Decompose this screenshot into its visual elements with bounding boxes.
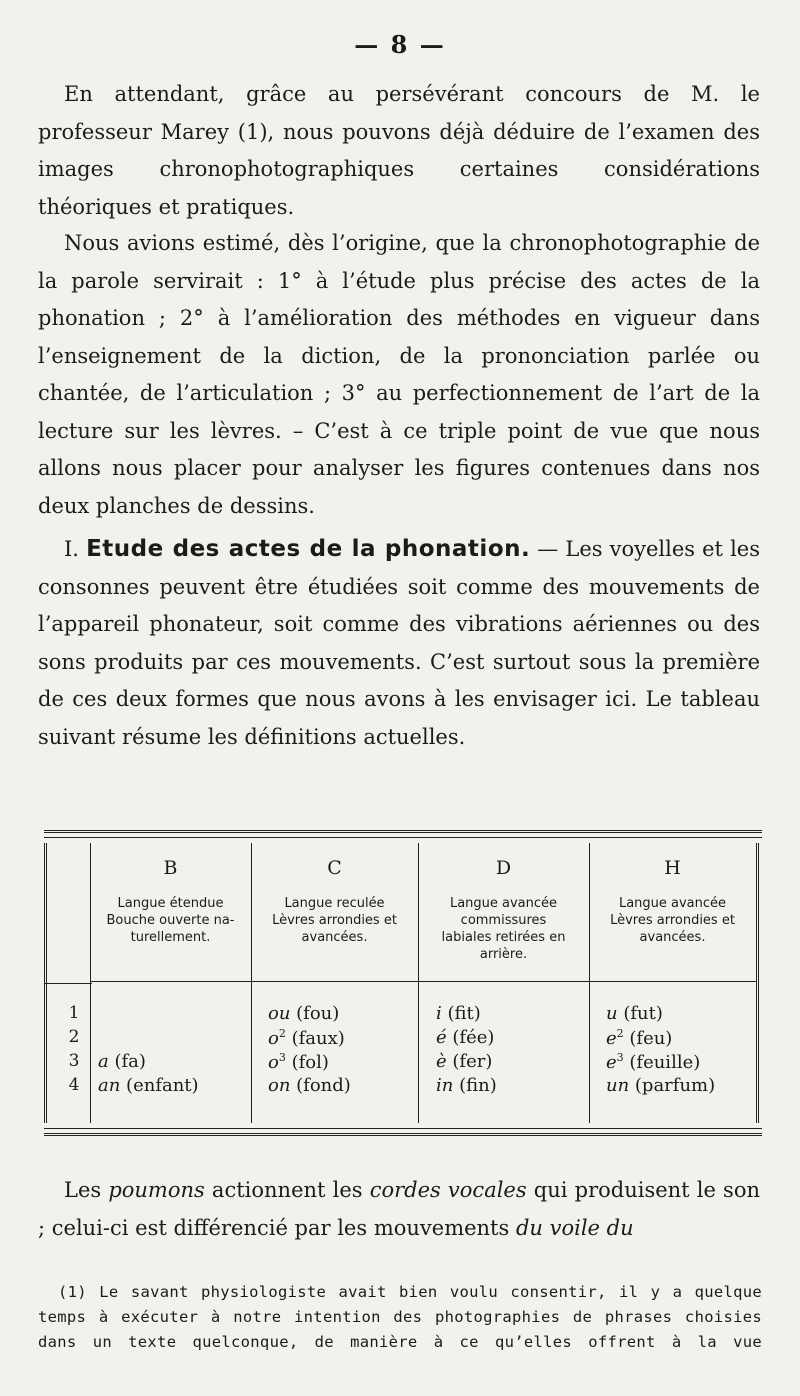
table-divider <box>251 843 252 1123</box>
table-divider <box>418 843 419 1123</box>
footnote-line: dans un texte quelconque, de manière à ce qu’elles offrent à la vue <box>38 1333 762 1351</box>
table-cell <box>436 1003 481 1024</box>
table-cell <box>606 1075 715 1096</box>
text-run-italic: cordes vocales <box>369 1178 527 1202</box>
example-word: (fol) <box>285 1052 329 1073</box>
table-cell <box>606 1051 700 1073</box>
table-divider <box>589 843 590 1123</box>
table-cell <box>98 1051 146 1072</box>
superscript: 3 <box>278 1051 286 1064</box>
vowel: e <box>606 1028 617 1049</box>
vowel: in <box>436 1075 454 1096</box>
table-cell <box>606 1003 663 1024</box>
table-cell <box>436 1027 494 1048</box>
table-cell <box>436 1075 497 1096</box>
vowel: e <box>606 1052 617 1073</box>
desc-line: arrière. <box>479 947 528 962</box>
paragraph-2 <box>38 225 760 525</box>
desc-line: Langue avancée <box>618 896 727 911</box>
example-word: (fut) <box>617 1003 663 1024</box>
desc-line: Bouche ouverte na- <box>106 913 235 928</box>
table-cell <box>268 1075 351 1096</box>
column-header-b: B <box>163 857 178 879</box>
desc-line: commissures <box>460 913 547 928</box>
vowel: è <box>436 1051 447 1072</box>
example-word: (enfant) <box>120 1075 199 1096</box>
section-title: Etude des actes de la phonation. <box>86 536 531 562</box>
vowel: u <box>606 1003 618 1024</box>
example-word: (feuille) <box>623 1052 701 1073</box>
column-desc-d <box>418 895 589 963</box>
superscript: 3 <box>616 1051 624 1064</box>
paragraph-4-text <box>38 1172 760 1247</box>
example-word: (fit) <box>441 1003 481 1024</box>
section-paragraph <box>38 531 760 756</box>
paragraph-4 <box>38 1172 760 1247</box>
example-word: (fa) <box>108 1051 146 1072</box>
footnote-line: temps à exécuter à notre intention des photographies de phrases choisies <box>38 1308 762 1326</box>
example-word: (fin) <box>453 1075 497 1096</box>
table-cell <box>98 1075 199 1096</box>
column-header-c: C <box>327 857 342 879</box>
desc-line: Lèvres arrondies et <box>610 913 735 928</box>
vowel: on <box>268 1075 291 1096</box>
row-number: 4 <box>68 1075 80 1095</box>
column-header-h: H <box>664 857 681 879</box>
table-border-right <box>756 843 759 1123</box>
row-number: 3 <box>68 1051 80 1071</box>
desc-line: Langue avancée <box>449 896 558 911</box>
desc-line: avancées. <box>639 930 706 945</box>
desc-line: turellement. <box>130 930 211 945</box>
footnote-line: (1) Le savant physiologiste avait bien voulu consentir, il y a quelque <box>58 1283 762 1301</box>
table-cell <box>268 1051 329 1073</box>
desc-line: labiales retirées en <box>441 930 566 945</box>
section-text: — Les voyelles et les consonnes peuvent être étudiées soit comme des mouvements de l’appareil phonateur, soit comme des vibrations aériennes ou des sons produits par ces mouvements. C’est surtout sous la première de ces deux formes que nous avons à les envisager ici. Le tableau suivant résume les définitions actuelles. <box>38 537 760 749</box>
page-number: — 8 — <box>354 30 446 59</box>
footnote <box>38 1280 762 1355</box>
table-rule <box>90 981 756 982</box>
row-number: 2 <box>68 1027 80 1047</box>
vowel: ou <box>268 1003 291 1024</box>
vowel: an <box>98 1075 121 1096</box>
vowel: a <box>98 1051 109 1072</box>
example-word: (fer) <box>446 1051 493 1072</box>
desc-line: Langue étendue <box>117 896 224 911</box>
vowel: un <box>606 1075 630 1096</box>
example-word: (fou) <box>290 1003 340 1024</box>
vowel: é <box>436 1027 447 1048</box>
table-cell <box>606 1027 672 1049</box>
table-cell <box>268 1003 339 1024</box>
example-word: (feu) <box>623 1028 673 1049</box>
paragraph-1-text: En attendant, grâce au persévérant concours de M. le professeur Marey (1), nous pouvons déjà déduire de l’examen des images chronophotographiques certaines considérations théoriques et pratiques. <box>38 82 760 219</box>
paragraph-1 <box>38 76 760 226</box>
column-desc-h <box>589 895 756 946</box>
superscript: 2 <box>278 1027 286 1040</box>
paragraph-2-text: Nous avions estimé, dès l’origine, que la chronophotographie de la parole servirait : 1° à l’étude plus précise des actes de la phonation ; 2° à l’amélioration des méthodes en vigueur dans l’enseignement de la diction, de la prononciation parlée ou chantée, de l’articulation ; 3° au perfectionnement de l’art de la lecture sur les lèvres. – C’est à ce triple point de vue que nous allons nous placer pour analyser les figures contenues dans nos deux planches de dessins. <box>38 231 760 518</box>
desc-line: avancées. <box>301 930 368 945</box>
vowel-table <box>44 830 762 1136</box>
vowel: o <box>268 1052 279 1073</box>
desc-line: Lèvres arrondies et <box>272 913 397 928</box>
column-header-d: D <box>495 857 512 879</box>
column-desc-b <box>90 895 251 946</box>
text-run: qui produisent le son ; celui-ci est différencié par les mouvements <box>38 1178 761 1240</box>
column-desc-c <box>251 895 418 946</box>
vowel: i <box>436 1003 442 1024</box>
superscript: 2 <box>616 1027 624 1040</box>
section-number: I. <box>64 537 79 561</box>
example-word: (faux) <box>285 1028 345 1049</box>
example-word: (fond) <box>290 1075 351 1096</box>
vowel: o <box>268 1028 279 1049</box>
text-run-italic: poumons <box>108 1178 205 1202</box>
table-cell <box>436 1051 492 1072</box>
row-number: 1 <box>68 1003 80 1023</box>
text-run: actionnent les <box>204 1178 370 1202</box>
table-cell <box>268 1027 345 1049</box>
example-word: (fée) <box>446 1027 495 1048</box>
text-run: Les <box>64 1178 109 1202</box>
text-run-italic: du voile du <box>515 1215 634 1240</box>
table-rule <box>44 983 92 984</box>
desc-line: Langue reculée <box>284 896 385 911</box>
example-word: (parfum) <box>629 1075 716 1096</box>
paragraph-3 <box>38 531 760 756</box>
